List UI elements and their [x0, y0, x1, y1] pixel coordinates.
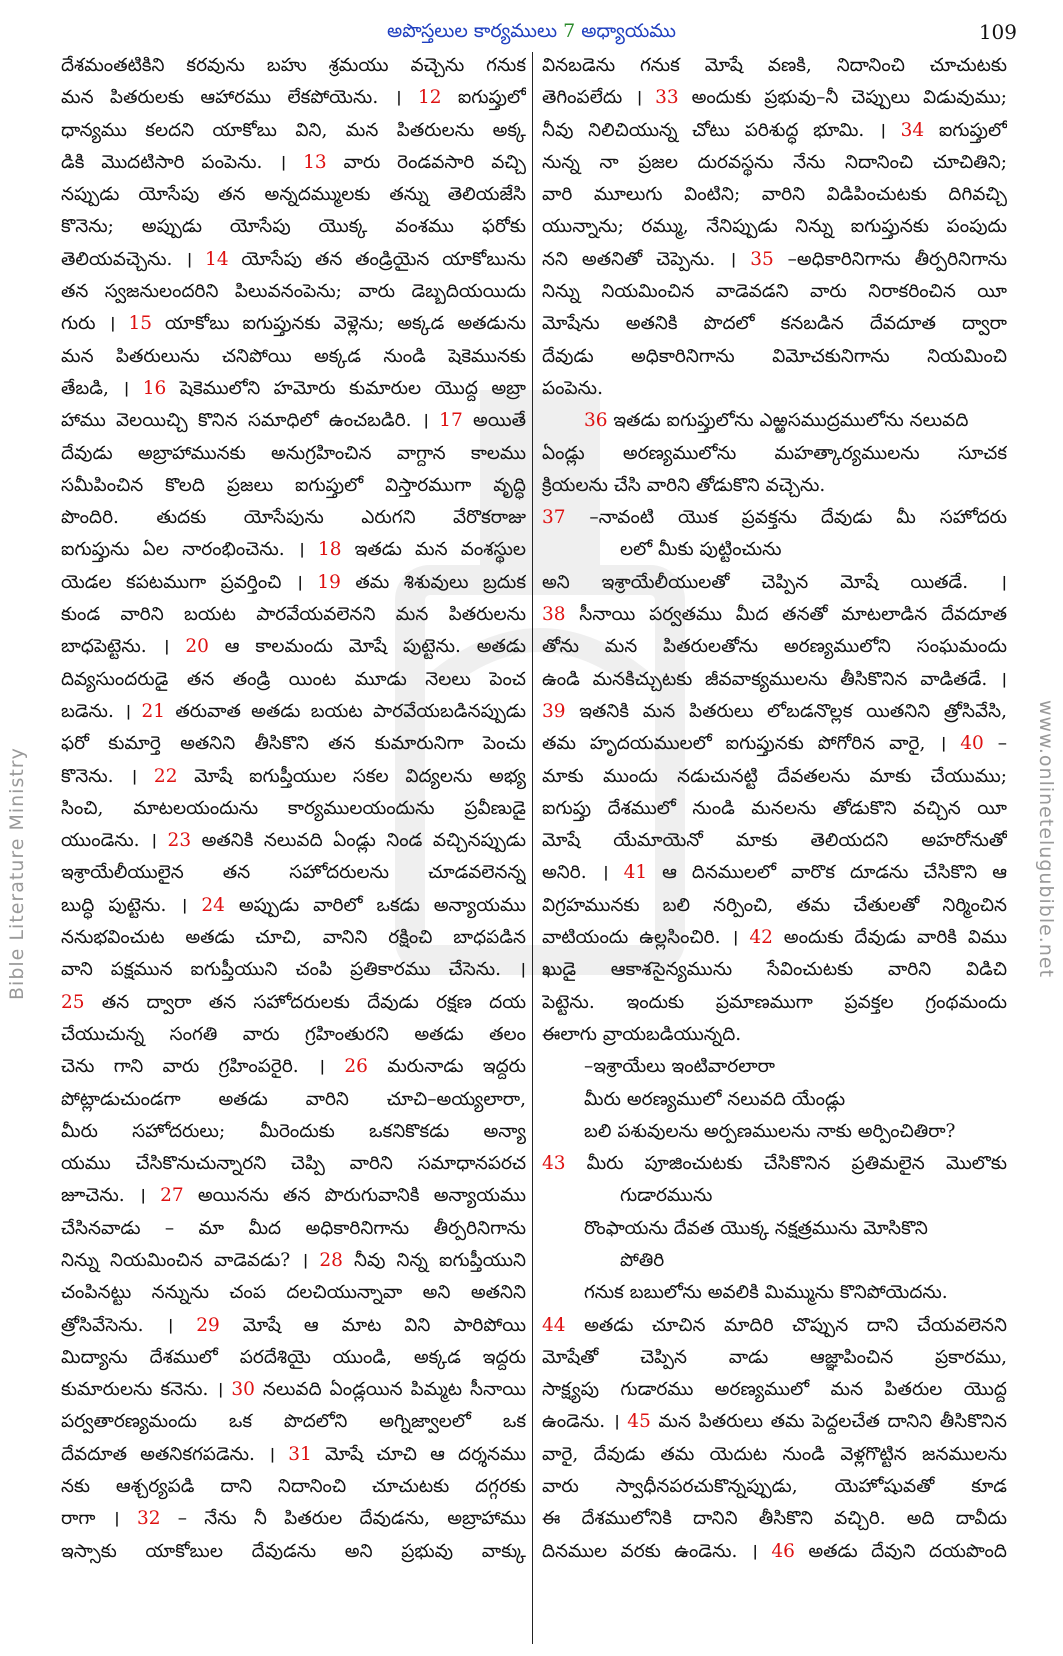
text-line	[61, 728, 526, 760]
verse-number: 32	[136, 1508, 161, 1530]
verse-text: ఈ దేశములోనికి దానిని తీసికొని వచ్చిరి. అది దావీదు	[542, 1508, 1007, 1530]
verse-text: ఇస్సాకు యాకోబుల దేవుడను అని ప్రభువు వాక్కు	[61, 1540, 526, 1562]
verse-text: వినబడెను గనుక మోషే వణకి, నిదానించి చూచుటకు	[542, 55, 1007, 76]
verse-text: రొంఫాయను దేవత యొక్క నక్షత్రమును మోసికొని	[584, 1217, 928, 1239]
verse-text: ఐగుప్తులో	[441, 87, 526, 109]
verse-number: 22	[153, 765, 178, 787]
verse-number: 13	[303, 151, 327, 173]
verse-text: షెకెములోని హమోరు కుమారుల యొద్ద అబ్రా	[166, 377, 526, 399]
verse-text: సాక్ష్యపు గుడారము అరణ్యములో మన పితరుల యొద్ద	[542, 1379, 1007, 1401]
verse-text: కుమారులను కనెను. ।	[61, 1379, 232, 1401]
text-line	[542, 1310, 1007, 1342]
verse-text: జూచెను. ।	[61, 1185, 161, 1207]
book-name-prefix: అపొస్తలుల కార్యములు	[387, 20, 564, 42]
verse-text: అందుకు ప్రభువు–నీ చెప్పులు విడువుము;	[678, 87, 1007, 109]
verse-text: ఐగుప్తును ఏల నారంభించెను. ।	[61, 539, 318, 561]
verse-number: 28	[319, 1249, 343, 1271]
verse-text: చేయుచున్న సంగతి వారు గ్రహింతురని అతడు తలం	[61, 1023, 526, 1045]
verse-text: సమీపించిన కొలది ప్రజలు ఐగుప్తులో విస్తారముగా వృద్ధి	[61, 474, 526, 496]
text-line	[542, 276, 1007, 308]
verse-text: మరునాడు ఇద్దరు	[367, 1056, 526, 1078]
verse-text: తేబడి, ।	[61, 377, 143, 399]
verse-text: బుద్ధి పుట్టెను. ।	[61, 894, 202, 916]
verse-text: తమ హృదయములలో ఐగుప్తునకు పోగోరిన వారై, ।	[542, 733, 961, 755]
verse-text: అతనికి నలువది ఏండ్లు నిండ వచ్చినప్పుడు	[191, 830, 526, 852]
verse-text: ఆ కాలమందు మోషే పుట్టెను. అతడు	[208, 636, 526, 658]
text-line	[61, 1180, 526, 1212]
verse-text: ఉండెను. ।	[542, 1411, 628, 1433]
text-line	[542, 50, 1007, 82]
verse-text: డికి మొదటిసారి పంపెను. ।	[61, 151, 304, 173]
verse-text: తెగింపలేదు ।	[542, 87, 656, 109]
text-line	[542, 1180, 1007, 1212]
verse-text: నున్న నా ప్రజల దురవస్థను నేను నిదానించి చూచితిని;	[542, 151, 1007, 173]
verse-text: నప్పుడు యోసేపు తన అన్నదమ్ములకు తన్ను తెలియజేసి	[61, 184, 526, 206]
text-line	[61, 534, 526, 566]
verse-number: 35	[750, 248, 774, 270]
verse-text: చెను గాని వారు గ్రహింపరైరి. ।	[61, 1056, 345, 1078]
verse-text: యెడల కపటముగా ప్రవర్తించి ।	[61, 571, 318, 593]
verse-text: సీనాయి పర్వతము మీద తనతో మాటలాడిన దేవదూత	[565, 604, 1007, 626]
chapter-number: 7	[563, 20, 576, 42]
text-line	[542, 793, 1007, 825]
verse-number: 43	[542, 1153, 566, 1175]
verse-text: ఏండ్లు అరణ్యములోను మహత్కార్యములను సూచక	[542, 442, 1007, 464]
verse-text: వాని పక్షమున ఐగుప్తీయుని చంపి ప్రతికారము చేసెను. ।	[61, 959, 526, 981]
text-line	[542, 1536, 1007, 1568]
verse-text: దినముల వరకు ఉండెను. ।	[542, 1540, 772, 1562]
verse-text: అతడు చూచిన మాదిరి చొప్పున దాని చేయవలెనని	[565, 1314, 1007, 1336]
text-line	[542, 82, 1007, 114]
verse-text: క్రియలను చేసి వారిని తోడుకొని వచ్చెను.	[542, 474, 826, 496]
verse-number: 21	[141, 700, 166, 722]
text-line	[61, 1374, 526, 1406]
text-line	[542, 987, 1007, 1019]
verse-text: కొనెను; అప్పుడు యోసేపు యొక్క వంశము ఫరోకు	[61, 216, 526, 238]
verse-text: వారై, దేవుడు తమ యెదుట నుండి వెళ్లగొట్టిన జనములను	[542, 1443, 1007, 1465]
side-label-left: Bible Literature Ministry	[6, 747, 28, 1000]
verse-text: – నేను నీ పితరుల దేవుడను, అబ్రాహాము	[160, 1508, 526, 1530]
verse-text: అనిరి. ।	[542, 862, 624, 884]
left-text-column	[61, 50, 526, 1645]
side-label-right: www.onlinetelugubible.net	[1035, 700, 1057, 979]
text-line	[61, 1084, 526, 1116]
verse-text: వారి మూలుగు వింటిని; వారిని విడిపించుటకు దిగివచ్చి	[542, 184, 1007, 206]
verse-number: 46	[771, 1540, 795, 1562]
text-line	[542, 954, 1007, 986]
verse-text: హాము వెలయిచ్చి కొనిన సమాధిలో ఉంచబడిరి. ।	[61, 410, 440, 432]
verse-text: పర్వతారణ్యమందు ఒక పొదలోని అగ్నిజ్వాలలో ఒక	[61, 1411, 526, 1433]
text-line	[542, 147, 1007, 179]
verse-text: మోషేతో చెప్పిన వాడు ఆజ్ఞాపించిన ప్రకారము,	[542, 1346, 1007, 1368]
verse-text: మోషేను అతనికి పొదలో కనబడిన దేవదూత ద్వారా	[542, 313, 1007, 335]
verse-text: గురు ।	[61, 313, 129, 335]
verse-text: అతడు దేవుని దయపొంది	[794, 1540, 1007, 1562]
text-line	[542, 534, 1007, 566]
text-line	[61, 438, 526, 470]
verse-text: –నావంటి యొక ప్రవక్తను దేవుడు మీ సహోదరు	[565, 507, 1007, 529]
text-line	[542, 405, 1007, 437]
verse-text: మీరు సహోదరులు; మీరెందుకు ఒకనికొకడు అన్యా	[61, 1120, 526, 1142]
verse-text: తమ శిశువులు బ్రదుక	[340, 571, 526, 593]
text-line	[542, 373, 1007, 405]
text-line	[61, 1406, 526, 1438]
text-line	[61, 567, 526, 599]
text-line	[542, 470, 1007, 502]
verse-number: 15	[128, 313, 153, 335]
verse-number: 40	[960, 733, 984, 755]
verse-text: ఫరో కుమార్తె అతనిని తీసికొని తన కుమారునిగా పెంచు	[61, 733, 526, 755]
verse-number: 18	[317, 539, 342, 561]
verse-text: పెట్టెను. ఇందుకు ప్రమాణముగా ప్రవక్తల గ్రంథమందు	[542, 991, 1007, 1013]
text-line	[61, 1503, 526, 1535]
verse-text: యాకోబు ఐగుప్తునకు వెళ్లెను; అక్కడ అతడును	[152, 313, 526, 335]
text-line	[542, 890, 1007, 922]
text-line	[61, 115, 526, 147]
page-number: 109	[978, 20, 1017, 44]
text-line	[61, 470, 526, 502]
verse-text: ఇతడు మన వంశస్థుల	[341, 539, 526, 561]
text-line	[542, 631, 1007, 663]
text-line	[542, 825, 1007, 857]
text-line	[542, 1503, 1007, 1535]
text-line	[61, 1439, 526, 1471]
verse-number: 27	[160, 1185, 184, 1207]
text-line	[542, 244, 1007, 276]
text-line	[542, 1213, 1007, 1245]
verse-text: కుండ వారిని బయట పారవేయవలెనని మన పితరులను	[61, 604, 526, 626]
verse-text: ఈలాగు వ్రాయబడియున్నది.	[542, 1023, 742, 1045]
text-line	[61, 502, 526, 534]
verse-text: తరువాత అతడు బయట పారవేయబడినప్పుడు	[165, 700, 526, 722]
text-line	[61, 1245, 526, 1277]
text-line	[61, 308, 526, 340]
verse-number: 44	[542, 1314, 566, 1336]
verse-text: సించి, మాటలయందును కార్యములయందును ప్రవీణుడై	[61, 797, 526, 819]
verse-text: తన ద్వారా తన సహోదరులకు దేవుడు రక్షణ దయ	[84, 991, 526, 1013]
text-line	[61, 341, 526, 373]
verse-text: కొనెను. ।	[61, 765, 154, 787]
verse-text: బాధపెట్టెను. ।	[61, 636, 186, 658]
text-line	[61, 1116, 526, 1148]
text-line	[61, 761, 526, 793]
text-line	[542, 1342, 1007, 1374]
verse-number: 20	[185, 636, 209, 658]
verse-number: 39	[542, 700, 566, 722]
verse-text: మన పితరులకు ఆహారము లేకపోయెను. ।	[61, 87, 418, 109]
text-line	[61, 1342, 526, 1374]
text-line	[61, 631, 526, 663]
text-line	[61, 179, 526, 211]
text-line	[61, 1536, 526, 1568]
verse-text: అని ఇశ్రాయేలీయులతో చెప్పిన మోషే యితడే. ।	[542, 571, 1007, 593]
text-line	[542, 696, 1007, 728]
text-line	[542, 1148, 1007, 1180]
text-line	[61, 1019, 526, 1051]
verse-text: బలి పశువులను అర్పణములను నాకు అర్పించితిరా?	[584, 1120, 956, 1142]
verse-text: దివ్యసుందరుడై తన తండ్రి యింట మూడు నెలలు పెంచ	[61, 668, 526, 690]
verse-text: మన పితరులు తమ పెద్దలచేత దానిని తీసికొనిన	[650, 1411, 1007, 1433]
text-line	[61, 244, 526, 276]
text-line	[542, 1116, 1007, 1148]
verse-number: 19	[317, 571, 341, 593]
text-line	[61, 1310, 526, 1342]
verse-text: విగ్రహమునకు బలి నర్పించి, తమ చేతులతో నిర్మించిన	[542, 894, 1007, 916]
text-line	[542, 211, 1007, 243]
text-line	[61, 922, 526, 954]
verse-text: మీరు అరణ్యములో నలువది యేండ్లు	[584, 1088, 846, 1110]
text-line	[542, 1051, 1007, 1083]
text-line	[542, 1406, 1007, 1438]
text-line	[61, 825, 526, 857]
verse-number: 42	[749, 927, 773, 949]
verse-text: త్రోసివేసెను. ।	[61, 1314, 197, 1336]
verse-text: యుండెను. ।	[61, 830, 168, 852]
verse-text: అయినను తన పొరుగువానికి అన్యాయము	[183, 1185, 526, 1207]
text-line	[542, 179, 1007, 211]
text-line	[542, 1019, 1007, 1051]
text-line	[542, 1439, 1007, 1471]
verse-text: దేవుడు అధికారినిగాను విమోచకునిగాను నియమించి	[542, 345, 1007, 367]
text-line	[542, 728, 1007, 760]
text-line	[61, 147, 526, 179]
verse-text: నీవు నిలిచియున్న చోటు పరిశుద్ధ భూమి. ।	[542, 119, 901, 141]
verse-text: వారు స్వాధీనపరచుకొన్నప్పుడు, యెహోషువతో కూడ	[542, 1476, 1007, 1498]
verse-number: 36	[584, 410, 608, 432]
text-line	[61, 1277, 526, 1309]
verse-text: దేశమంతటికిని కరవును బహు శ్రమయు వచ్చెను గనుక	[61, 55, 526, 76]
verse-text: ఇశ్రాయేలీయులైన తన సహోదరులను చూడవలెనన్న	[61, 862, 526, 884]
page-header	[0, 0, 1063, 54]
text-line	[542, 761, 1007, 793]
text-line	[542, 599, 1007, 631]
verse-text: బడెను. ।	[61, 700, 142, 722]
text-line	[61, 793, 526, 825]
verse-text: ఇతడు ఐగుప్తులోను ఎఱ్ఱసముద్రములోను నలువది	[607, 410, 969, 432]
verse-text: మన పితరులును చనిపోయి అక్కడ నుండి షెకెమునకు	[61, 345, 526, 367]
verse-text: –ఇశ్రాయేలు ఇంటివారలారా	[584, 1056, 775, 1078]
verse-text: యోసేపు తన తండ్రియైన యాకోబును	[228, 248, 526, 270]
verse-text: నీవు నిన్న ఐగుప్తీయుని	[342, 1249, 526, 1271]
verse-number: 31	[288, 1443, 312, 1465]
verse-text: మోషే చూచి ఆ దర్శనము	[311, 1443, 526, 1465]
text-line	[61, 696, 526, 728]
verse-text: తెలియవచ్చెను. ।	[61, 248, 206, 270]
verse-text: ఐగుప్తు దేశములో నుండి మనలను తోడుకొని వచ్చిన యీ	[542, 797, 1007, 819]
verse-text: ఇతనికి మన పితరులు లోబడనొల్లక యితనిని త్రోసివేసి,	[565, 700, 1007, 722]
right-text-column	[542, 50, 1007, 1645]
text-line	[542, 341, 1007, 373]
verse-text: నిన్ను నియమించిన వాడెవడు? ।	[61, 1249, 320, 1271]
text-line	[61, 599, 526, 631]
verse-text: నలువది ఏండ్లయిన పిమ్మట సీనాయి	[254, 1379, 526, 1401]
verse-text: వారు రెండవసారి వచ్చి	[326, 151, 526, 173]
text-line	[61, 405, 526, 437]
verse-text: దేవదూత అతనికగపడెను. ।	[61, 1443, 289, 1465]
verse-number: 29	[196, 1314, 220, 1336]
verse-number: 41	[623, 862, 648, 884]
verse-text: –అధికారినిగాను తీర్పరినిగాను	[773, 248, 1007, 270]
verse-text: మీరు పూజించుటకు చేసికొనిన ప్రతిమలైన మొలొకు	[565, 1153, 1007, 1175]
verse-text: మిద్యాను దేశములో పరదేశియై యుండి, అక్కడ ఇద్దరు	[61, 1346, 526, 1368]
verse-number: 33	[655, 87, 679, 109]
verse-text: మోషే యేమాయెనో మాకు తెలియదని అహరోనుతో	[542, 830, 1007, 852]
verse-text: అప్పుడు వారిలో ఒకడు అన్యాయము	[224, 894, 526, 916]
text-line	[61, 954, 526, 986]
verse-text: వాటియందు ఉల్లసించిరి. ।	[542, 927, 750, 949]
verse-number: 25	[61, 991, 85, 1013]
text-line	[542, 664, 1007, 696]
verse-text: యము చేసికొనుచున్నారని చెప్పి వారిని సమాధానపరచ	[61, 1153, 526, 1175]
verse-text: ఐగుప్తులో	[924, 119, 1007, 141]
text-line	[61, 211, 526, 243]
text-line	[61, 1471, 526, 1503]
verse-text: లలో మీకు పుట్టించును	[620, 539, 782, 561]
verse-text: ననుభవించుట అతడు చూచి, వానిని రక్షించి బాధపడిన	[61, 927, 526, 949]
text-line	[542, 115, 1007, 147]
verse-text: మాకు ముందు నడుచునట్టి దేవతలను మాకు చేయుము;	[542, 765, 1007, 787]
verse-text: అయితే	[462, 410, 526, 432]
verse-text: ఖుడై ఆకాశసైన్యమును సేవించుటకు వారిని విడిచి	[542, 959, 1007, 981]
verse-text: తన స్వజనులందరిని పిలువనంపెను; వారు డెబ్బదియయిదు	[61, 281, 526, 303]
text-line	[542, 1084, 1007, 1116]
verse-text: నిన్ను నియమించిన వాడెవడని వారు నిరాకరించిన యీ	[542, 281, 1007, 303]
verse-number: 34	[900, 119, 925, 141]
verse-text: చేసినవాడు – మా మీద అధికారినిగాను తీర్పరినిగాను	[61, 1217, 526, 1239]
text-line	[61, 987, 526, 1019]
text-line	[542, 438, 1007, 470]
verse-text: పోతిరి	[620, 1249, 665, 1271]
verse-text: పంపెను.	[542, 377, 603, 399]
chapter-title	[0, 20, 1063, 47]
text-line	[61, 276, 526, 308]
text-line	[61, 1148, 526, 1180]
text-line	[61, 890, 526, 922]
text-line	[542, 1245, 1007, 1277]
verse-number: 45	[627, 1411, 651, 1433]
verse-number: 26	[344, 1056, 368, 1078]
text-line	[61, 664, 526, 696]
chapter-word: అధ్యాయము	[575, 20, 676, 42]
verse-text: యున్నాను; రమ్ము, నేనిప్పుడు నిన్ను ఐగుప్తునకు పంపుదు	[542, 216, 1007, 238]
text-line	[61, 373, 526, 405]
verse-text: పోట్లాడుచుండగా అతడు వారిని చూచి–అయ్యలారా,	[61, 1088, 526, 1110]
text-line	[61, 82, 526, 114]
verse-text: నని అతనితో చెప్పెను. ।	[542, 248, 751, 270]
text-line	[61, 857, 526, 889]
verse-text: పొందిరి. తుదకు యోసేపును ఎరుగని వేరొకరాజు	[61, 507, 526, 529]
verse-text: అందుకు దేవుడు వారికి విము	[772, 927, 1007, 949]
text-line	[542, 1374, 1007, 1406]
verse-text: –	[983, 733, 1007, 755]
verse-number: 37	[542, 507, 566, 529]
text-line	[61, 1213, 526, 1245]
verse-text: మోషే ఆ మాట విని పారిపోయి	[219, 1314, 526, 1336]
text-line	[542, 567, 1007, 599]
column-divider	[532, 52, 533, 1644]
verse-text: నకు ఆశ్చర్యపడి దాని నిదానించి చూచుటకు దగ్గరకు	[61, 1476, 526, 1498]
verse-text: రాగా ।	[61, 1508, 137, 1530]
verse-text: మోషే ఐగుప్తీయుల సకల విద్యలను అభ్య	[177, 765, 526, 787]
verse-number: 12	[417, 87, 442, 109]
verse-number: 30	[231, 1379, 255, 1401]
text-line	[542, 308, 1007, 340]
verse-text: గుడారమును	[620, 1185, 713, 1207]
verse-number: 17	[439, 410, 463, 432]
verse-number: 24	[201, 894, 225, 916]
verse-text: చంపినట్టు నన్నును చంప దలచియున్నావా అని అతనిని	[61, 1282, 526, 1304]
verse-text: దేవుడు అబ్రాహామునకు అనుగ్రహించిన వాగ్దాన కాలము	[61, 442, 526, 464]
verse-text: ఉండి మనకిచ్చుటకు జీవవాక్యములను తీసికొనిన వాడితడే. ।	[542, 668, 1007, 690]
text-line	[542, 922, 1007, 954]
text-line	[61, 1051, 526, 1083]
verse-number: 23	[167, 830, 192, 852]
text-line	[542, 502, 1007, 534]
verse-text: గనుక బబులోను అవలికి మిమ్మును కొనిపోయెదను.	[584, 1282, 948, 1304]
text-line	[542, 1471, 1007, 1503]
verse-text: ధాన్యము కలదని యాకోబు విని, మన పితరులను అక్క	[61, 119, 526, 141]
text-line	[542, 857, 1007, 889]
verse-number: 38	[542, 604, 566, 626]
verse-number: 14	[205, 248, 229, 270]
text-line	[542, 1277, 1007, 1309]
verse-text: తోను మన పితరులతోను అరణ్యములోని సంఘమందు	[542, 636, 1007, 658]
text-line	[61, 50, 526, 82]
verse-text: ఆ దినములలో వారొక దూడను చేసికొని ఆ	[647, 862, 1007, 884]
verse-number: 16	[142, 377, 167, 399]
